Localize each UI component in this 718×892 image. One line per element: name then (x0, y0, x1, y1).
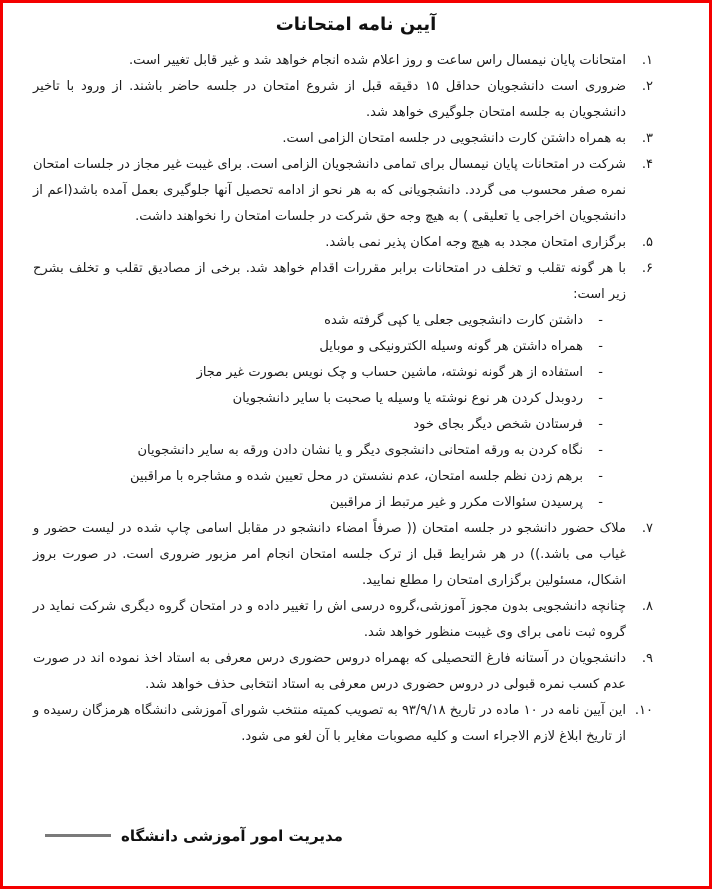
list-item (33, 74, 653, 126)
bullet-text: همراه داشتن هر گونه وسیله الکترونیکی و موبایل (319, 339, 583, 354)
item-number: ۲. (641, 79, 653, 94)
item-number: ۳. (641, 131, 653, 146)
item-number: ۶. (641, 261, 653, 276)
item-text: چنانچه دانشجویی بدون مجوز آموزشی،گروه درسی اش را تغییر داده و در امتحان گروه دیگری شرکت نماید در گروه ثبت نامی برای وی غیبت منظور خواهد شد. (33, 599, 626, 640)
signature-text: مدیریت امور آموزشی دانشگاه (121, 827, 343, 845)
item-number: ۴. (641, 157, 653, 172)
item-text: ملاک حضور دانشجو در جلسه امتحان (( صرفاً امضاء دانشجو در مقابل اسامی چاپ شده در لیست حضور و غیاب می باشد.)) در هر شرایط قبل از ترک جلسه امتحان انجام امر مزبور ضروری است. در صورت بروز اشکال، مسئولین برگزاری امتحان را مطلع نمایید. (33, 521, 626, 588)
bullet-text: استفاده از هر گونه نوشته، ماشین حساب و چک نویس بصورت غیر مجاز (196, 365, 583, 380)
list-item (33, 230, 653, 256)
dash-marker: - (598, 469, 603, 484)
dash-marker: - (598, 339, 603, 354)
item-text: به همراه داشتن کارت دانشجویی در جلسه امتحان الزامی است. (282, 131, 626, 146)
item-text: شرکت در امتحانات پایان نیمسال برای تمامی دانشجویان الزامی است. برای غیبت غیر مجاز در جلسات امتحان نمره صفر محسوب می گردد. دانشجویانی که به هر نحو از ادامه تحصیل آنها جلوگیری بعمل آمده باشد(اعم از دانشجویان اخراجی یا تعلیقی ) به هیچ وجه حق شرکت در جلسات امتحان را نخواهند داشت. (33, 157, 626, 224)
dash-marker: - (598, 313, 603, 328)
list-item (33, 256, 653, 308)
dash-marker: - (598, 495, 603, 510)
list-item (33, 126, 653, 152)
bullet-text: برهم زدن نظم جلسه امتحان، عدم نشستن در محل تعیین شده و مشاجره با مراقبین (130, 469, 583, 484)
bullet-item (33, 386, 653, 412)
item-text: با هر گونه تقلب و تخلف در امتحانات برابر مقررات اقدام خواهد شد. برخی از مصادیق تقلب و تخلف بشرح زیر است: (33, 261, 626, 302)
bullet-item (33, 308, 653, 334)
item-number: ۵. (641, 235, 653, 250)
bullet-text: نگاه کردن به ورقه امتحانی دانشجوی دیگر و یا نشان دادن ورقه به سایر دانشجویان (137, 443, 583, 458)
bullet-text: ردوبدل کردن هر نوع نوشته یا وسیله یا صحبت با سایر دانشجویان (232, 391, 583, 406)
bullet-item (33, 438, 653, 464)
page-title: آیین نامه امتحانات (275, 14, 437, 35)
dash-marker: - (598, 443, 603, 458)
list-item (33, 698, 653, 750)
item-text: برگزاری امتحان مجدد به هیچ وجه امکان پذیر نمی باشد. (325, 235, 626, 250)
item-number: ۱۰. (634, 703, 653, 718)
regulation-list (3, 48, 709, 750)
bullet-item (33, 360, 653, 386)
list-item (33, 646, 653, 698)
item-text: ضروری است دانشجویان حداقل ۱۵ دقیقه قبل از شروع امتحان در جلسه حاضر باشند. از ورود با تاخیر دانشجویان به جلسه امتحان جلوگیری خواهد شد. (33, 79, 626, 120)
list-item (33, 48, 653, 74)
dash-marker: - (598, 391, 603, 406)
item-text: این آیین نامه در ۱۰ ماده در تاریخ ۹۳/۹/۱۸ به تصویب کمیته منتخب شورای آموزشی دانشگاه هرمزگان رسیده و از تاریخ ابلاغ لازم الاجراء است و کلیه مصوبات مغایر با آن لغو می شود. (33, 703, 626, 744)
list-item (33, 594, 653, 646)
dash-marker: - (598, 365, 603, 380)
item-number: ۹. (641, 651, 653, 666)
signature-block (45, 827, 343, 845)
list-item (33, 152, 653, 230)
bullet-text: داشتن کارت دانشجویی جعلی یا کپی گرفته شده (324, 313, 583, 328)
signature-line (45, 834, 111, 837)
item-number: ۱. (641, 53, 653, 68)
bullet-item (33, 412, 653, 438)
bullet-item (33, 334, 653, 360)
bullet-text: پرسیدن سئوالات مکرر و غیر مرتبط از مراقبین (329, 495, 583, 510)
item-text: دانشجویان در آستانه فارغ التحصیلی که بهمراه دروس حضوری درس معرفی به استاد اخذ نموده اند در صورت عدم کسب نمره قبولی در دروس حضوری درس معرفی به استاد انتخابی حذف خواهد شد. (33, 651, 626, 692)
bullet-text: فرستادن شخص دیگر بجای خود (413, 417, 583, 432)
dash-marker: - (598, 417, 603, 432)
bullet-item (33, 464, 653, 490)
list-item (33, 516, 653, 594)
bullet-item (33, 490, 653, 516)
item-text: امتحانات پایان نیمسال راس ساعت و روز اعلام شده انجام خواهد شد و غیر قابل تغییر است. (128, 53, 626, 68)
item-number: ۸. (641, 599, 653, 614)
item-number: ۷. (641, 521, 653, 536)
